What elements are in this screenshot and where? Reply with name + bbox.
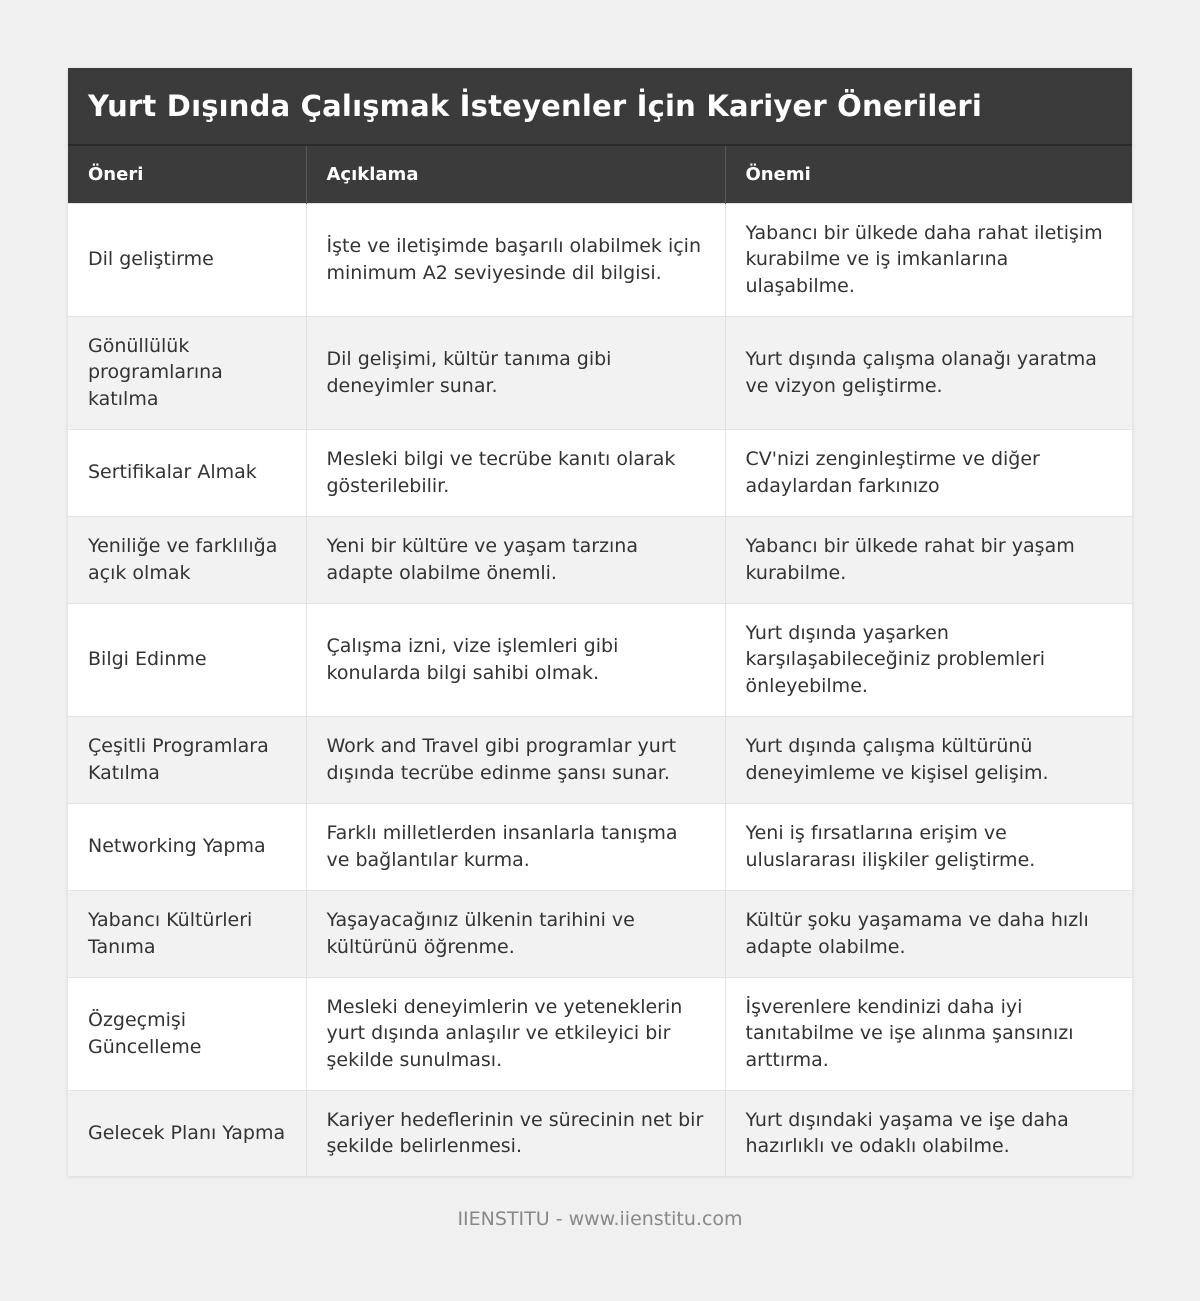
table-row <box>68 1090 1132 1176</box>
cell-aciklama: Mesleki deneyimlerin ve yeteneklerin yurt dışında anlaşılır ve etkileyici bir şekilde sunulması. <box>306 977 725 1090</box>
table-row <box>68 890 1132 977</box>
page-title: Yurt Dışında Çalışmak İsteyenler İçin Kariyer Önerileri <box>88 89 983 123</box>
cell-oneri: Yeniliğe ve farklılığa açık olmak <box>68 516 306 603</box>
table-row <box>68 803 1132 890</box>
cell-onemi: Yurt dışındaki yaşama ve işe daha hazırlıklı ve odaklı olabilme. <box>725 1090 1132 1176</box>
table-header <box>68 145 1132 203</box>
cell-oneri: Dil geliştirme <box>68 203 306 316</box>
table-row <box>68 716 1132 803</box>
table-row <box>68 603 1132 716</box>
cell-onemi: Yurt dışında çalışma kültürünü deneyimleme ve kişisel gelişim. <box>725 716 1132 803</box>
cell-oneri: Bilgi Edinme <box>68 603 306 716</box>
cell-oneri: Çeşitli Programlara Katılma <box>68 716 306 803</box>
cell-aciklama: Farklı milletlerden insanlarla tanışma ve bağlantılar kurma. <box>306 803 725 890</box>
recommendations-table <box>68 144 1132 1176</box>
footer-credit: IIENSTITU - www.iienstitu.com <box>457 1208 743 1230</box>
table-row <box>68 516 1132 603</box>
table-row <box>68 203 1132 316</box>
cell-oneri: Sertifikalar Almak <box>68 429 306 516</box>
column-header-onemi: Önemi <box>745 163 811 185</box>
cell-onemi: CV'nizi zenginleştirme ve diğer adaylardan farkınızo <box>725 429 1132 516</box>
cell-aciklama: Mesleki bilgi ve tecrübe kanıtı olarak gösterilebilir. <box>306 429 725 516</box>
cell-onemi: Yurt dışında çalışma olanağı yaratma ve vizyon geliştirme. <box>725 316 1132 429</box>
table-row <box>68 429 1132 516</box>
cell-aciklama: Yaşayacağınız ülkenin tarihini ve kültürünü öğrenme. <box>306 890 725 977</box>
cell-onemi: İşverenlere kendinizi daha iyi tanıtabilme ve işe alınma şansınızı arttırma. <box>725 977 1132 1090</box>
cell-oneri: Gönüllülük programlarına katılma <box>68 316 306 429</box>
column-header-oneri: Öneri <box>68 145 306 203</box>
cell-aciklama: Dil gelişimi, kültür tanıma gibi deneyimler sunar. <box>306 316 725 429</box>
title-bar <box>68 68 1132 144</box>
cell-onemi: Yabancı bir ülkede daha rahat iletişim kurabilme ve iş imkanlarına ulaşabilme. <box>725 203 1132 316</box>
cell-oneri: Networking Yapma <box>68 803 306 890</box>
cell-aciklama: İşte ve iletişimde başarılı olabilmek için minimum A2 seviyesinde dil bilgisi. <box>306 203 725 316</box>
cell-aciklama: Çalışma izni, vize işlemleri gibi konularda bilgi sahibi olmak. <box>306 603 725 716</box>
table-row <box>68 977 1132 1090</box>
cell-onemi: Yeni iş fırsatlarına erişim ve uluslararası ilişkiler geliştirme. <box>725 803 1132 890</box>
cell-onemi: Yurt dışında yaşarken karşılaşabileceğiniz problemleri önleyebilme. <box>725 603 1132 716</box>
table-body <box>68 203 1132 1176</box>
cell-aciklama: Yeni bir kültüre ve yaşam tarzına adapte olabilme önemli. <box>306 516 725 603</box>
cell-oneri: Yabancı Kültürleri Tanıma <box>68 890 306 977</box>
cell-oneri: Gelecek Planı Yapma <box>68 1090 306 1176</box>
cell-oneri: Özgeçmişi Güncelleme <box>68 977 306 1090</box>
column-header-aciklama: Açıklama <box>306 145 725 203</box>
table-row <box>68 316 1132 429</box>
recommendations-card <box>68 68 1132 1176</box>
cell-aciklama: Kariyer hedeflerinin ve sürecinin net bir şekilde belirlenmesi. <box>306 1090 725 1176</box>
cell-onemi: Yabancı bir ülkede rahat bir yaşam kurabilme. <box>725 516 1132 603</box>
cell-aciklama: Work and Travel gibi programlar yurt dışında tecrübe edinme şansı sunar. <box>306 716 725 803</box>
cell-onemi: Kültür şoku yaşamama ve daha hızlı adapte olabilme. <box>725 890 1132 977</box>
